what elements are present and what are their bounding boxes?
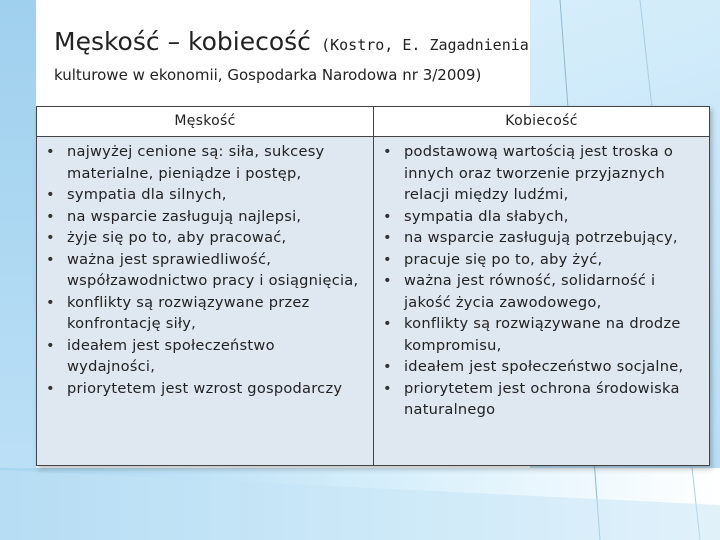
title-main: Męskość – kobiecość bbox=[54, 27, 311, 56]
column-body-masculinity bbox=[37, 137, 373, 465]
femininity-list bbox=[380, 141, 699, 421]
list-item: • priorytetem jest ochrona środowiska naturalnego bbox=[380, 378, 699, 421]
column-body-femininity bbox=[374, 137, 709, 465]
list-item: • żyje się po to, aby pracować, bbox=[43, 227, 363, 249]
list-item: • najwyżej cenione są: siła, sukcesy materialne, pieniądze i postęp, bbox=[43, 141, 363, 184]
list-item: • sympatia dla silnych, bbox=[43, 184, 363, 206]
list-item: • konflikty są rozwiązywane na drodze kompromisu, bbox=[380, 313, 699, 356]
list-item: • ważna jest sprawiedliwość, współzawodnictwo pracy i osiągnięcia, bbox=[43, 249, 363, 292]
masculinity-list bbox=[43, 141, 363, 399]
title-reference-line2: kulturowe w ekonomii, Gospodarka Narodowa nr 3/2009) bbox=[54, 66, 482, 84]
list-item: • sympatia dla słabych, bbox=[380, 206, 699, 228]
list-item: • priorytetem jest wzrost gospodarczy bbox=[43, 378, 363, 400]
column-header-masculinity: Męskość bbox=[37, 107, 373, 137]
column-header-femininity: Kobiecość bbox=[374, 107, 709, 137]
slide-title bbox=[54, 22, 574, 87]
list-item: • ideałem jest społeczeństwo wydajności, bbox=[43, 335, 363, 378]
list-item: • na wsparcie zasługują najlepsi, bbox=[43, 206, 363, 228]
title-reference-line1: (Kostro, E. Zagadnienia bbox=[321, 36, 529, 54]
list-item: • konflikty są rozwiązywane przez konfrontację siły, bbox=[43, 292, 363, 335]
column-masculinity bbox=[37, 107, 373, 465]
list-item: • podstawową wartością jest troska o innych oraz tworzenie przyjaznych relacji między ludźmi, bbox=[380, 141, 699, 206]
list-item: • pracuje się po to, aby żyć, bbox=[380, 249, 699, 271]
comparison-table bbox=[36, 106, 710, 466]
list-item: • na wsparcie zasługują potrzebujący, bbox=[380, 227, 699, 249]
column-femininity bbox=[373, 107, 709, 465]
list-item: • ideałem jest społeczeństwo socjalne, bbox=[380, 356, 699, 378]
list-item: • ważna jest równość, solidarność i jakość życia zawodowego, bbox=[380, 270, 699, 313]
